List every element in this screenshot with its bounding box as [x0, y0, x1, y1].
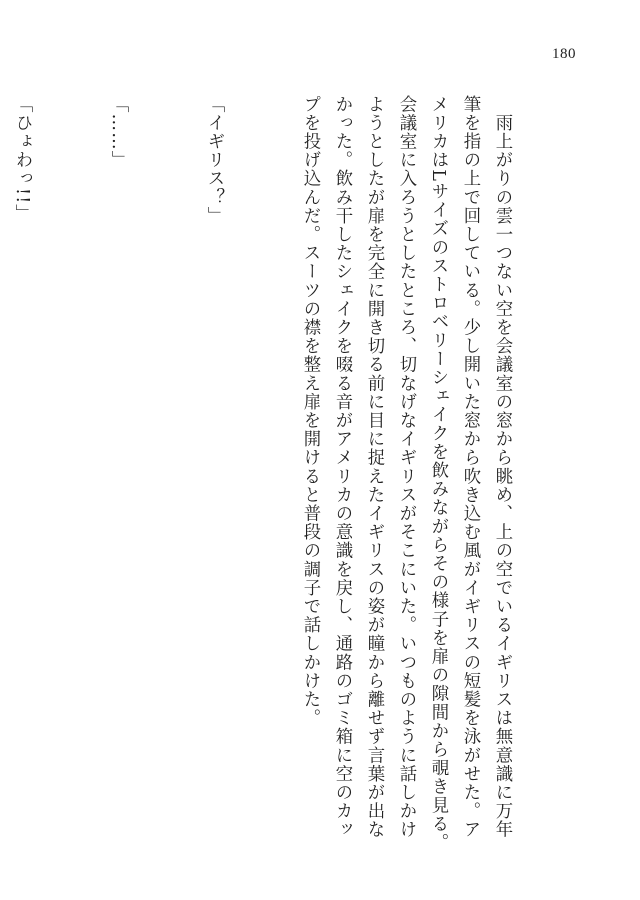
dialogue-line-2: 「……」 [108, 95, 128, 170]
paragraph-narration-1: 雨上がりの雲一つない空を会議室の窓から眺め、上の空でいるイギリスは無意識に万年筆を指の上で回している。少し開いた窓から吹き込む風がイギリスの短髪を泳がせた。アメリカはLサイズのストロベリーシェイクを飲みながらその様子を扉の隙間から覗き見る。会議室に入ろうとしたところ、切なげなイギリスがそこにいた。いつものように話しかけようとしたが扉を完全に開き切る前に目に捉えたイギリスの姿が瞳から離せず言葉が出なかった。飲み干したシェイクを啜る音がアメリカの意識を戻し、通路のゴミ箱に空のカップを投げ込んだ。スーツの襟を整え扉を開けると普段の調子で話しかけた。 [300, 95, 512, 852]
dialogue-line-1: 「イギリス？」 [204, 95, 224, 226]
body-text [0, 95, 582, 855]
page-number: 180 [552, 46, 576, 62]
dialogue-line-3: 「ひょわっ!!」 [12, 95, 32, 223]
